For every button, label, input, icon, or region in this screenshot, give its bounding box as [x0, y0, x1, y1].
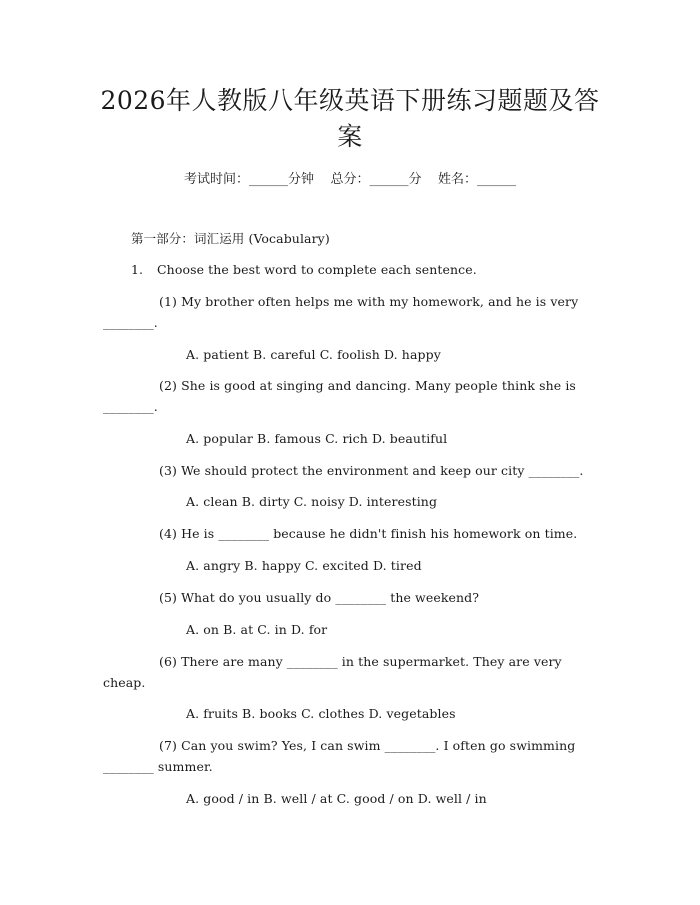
question-number: 1. [131, 262, 144, 277]
question-text: Choose the best word to complete each sentence. [157, 262, 477, 277]
exam-info-line: 考试时间：______分钟 总分：______分 姓名：______ [183, 172, 517, 187]
item-6-options: A. fruits B. books C. clothes D. vegetables [186, 706, 456, 721]
item-2-line-2: ________. [103, 399, 158, 414]
item-4-line-1: (4) He is ________ because he didn't finish his homework on time. [159, 526, 578, 541]
item-2-line-1: (2) She is good at singing and dancing. Many people think she is [159, 378, 576, 393]
item-3-line-1: (3) We should protect the environment and keep our city ________. [159, 463, 584, 478]
item-4-options: A. angry B. happy C. excited D. tired [186, 558, 422, 573]
section-heading: 第一部分：词汇运用 (Vocabulary) [131, 231, 330, 246]
title-line-2: 案 [337, 122, 363, 151]
document-title [90, 83, 610, 155]
question-1-prompt [131, 262, 477, 278]
item-7-options: A. good / in B. well / at C. good / on D. well / in [186, 791, 487, 806]
item-5-line-1: (5) What do you usually do ________ the weekend? [159, 590, 480, 605]
item-7-line-1: (7) Can you swim? Yes, I can swim ________. I often go swimming [159, 738, 576, 753]
item-3-options: A. clean B. dirty C. noisy D. interesting [186, 494, 438, 509]
item-1-line-2: ________. [103, 315, 158, 330]
item-6-line-2: cheap. [103, 675, 146, 690]
item-5-options: A. on B. at C. in D. for [186, 622, 328, 637]
title-line-1: 2026年人教版八年级英语下册练习题题及答 [100, 86, 600, 115]
item-7-line-2: ________ summer. [103, 759, 213, 774]
item-1-options: A. patient B. careful C. foolish D. happy [186, 347, 441, 362]
item-6-line-1: (6) There are many ________ in the supermarket. They are very [159, 654, 562, 669]
item-2-options: A. popular B. famous C. rich D. beautiful [186, 431, 448, 446]
item-1-line-1: (1) My brother often helps me with my homework, and he is very [159, 294, 579, 309]
